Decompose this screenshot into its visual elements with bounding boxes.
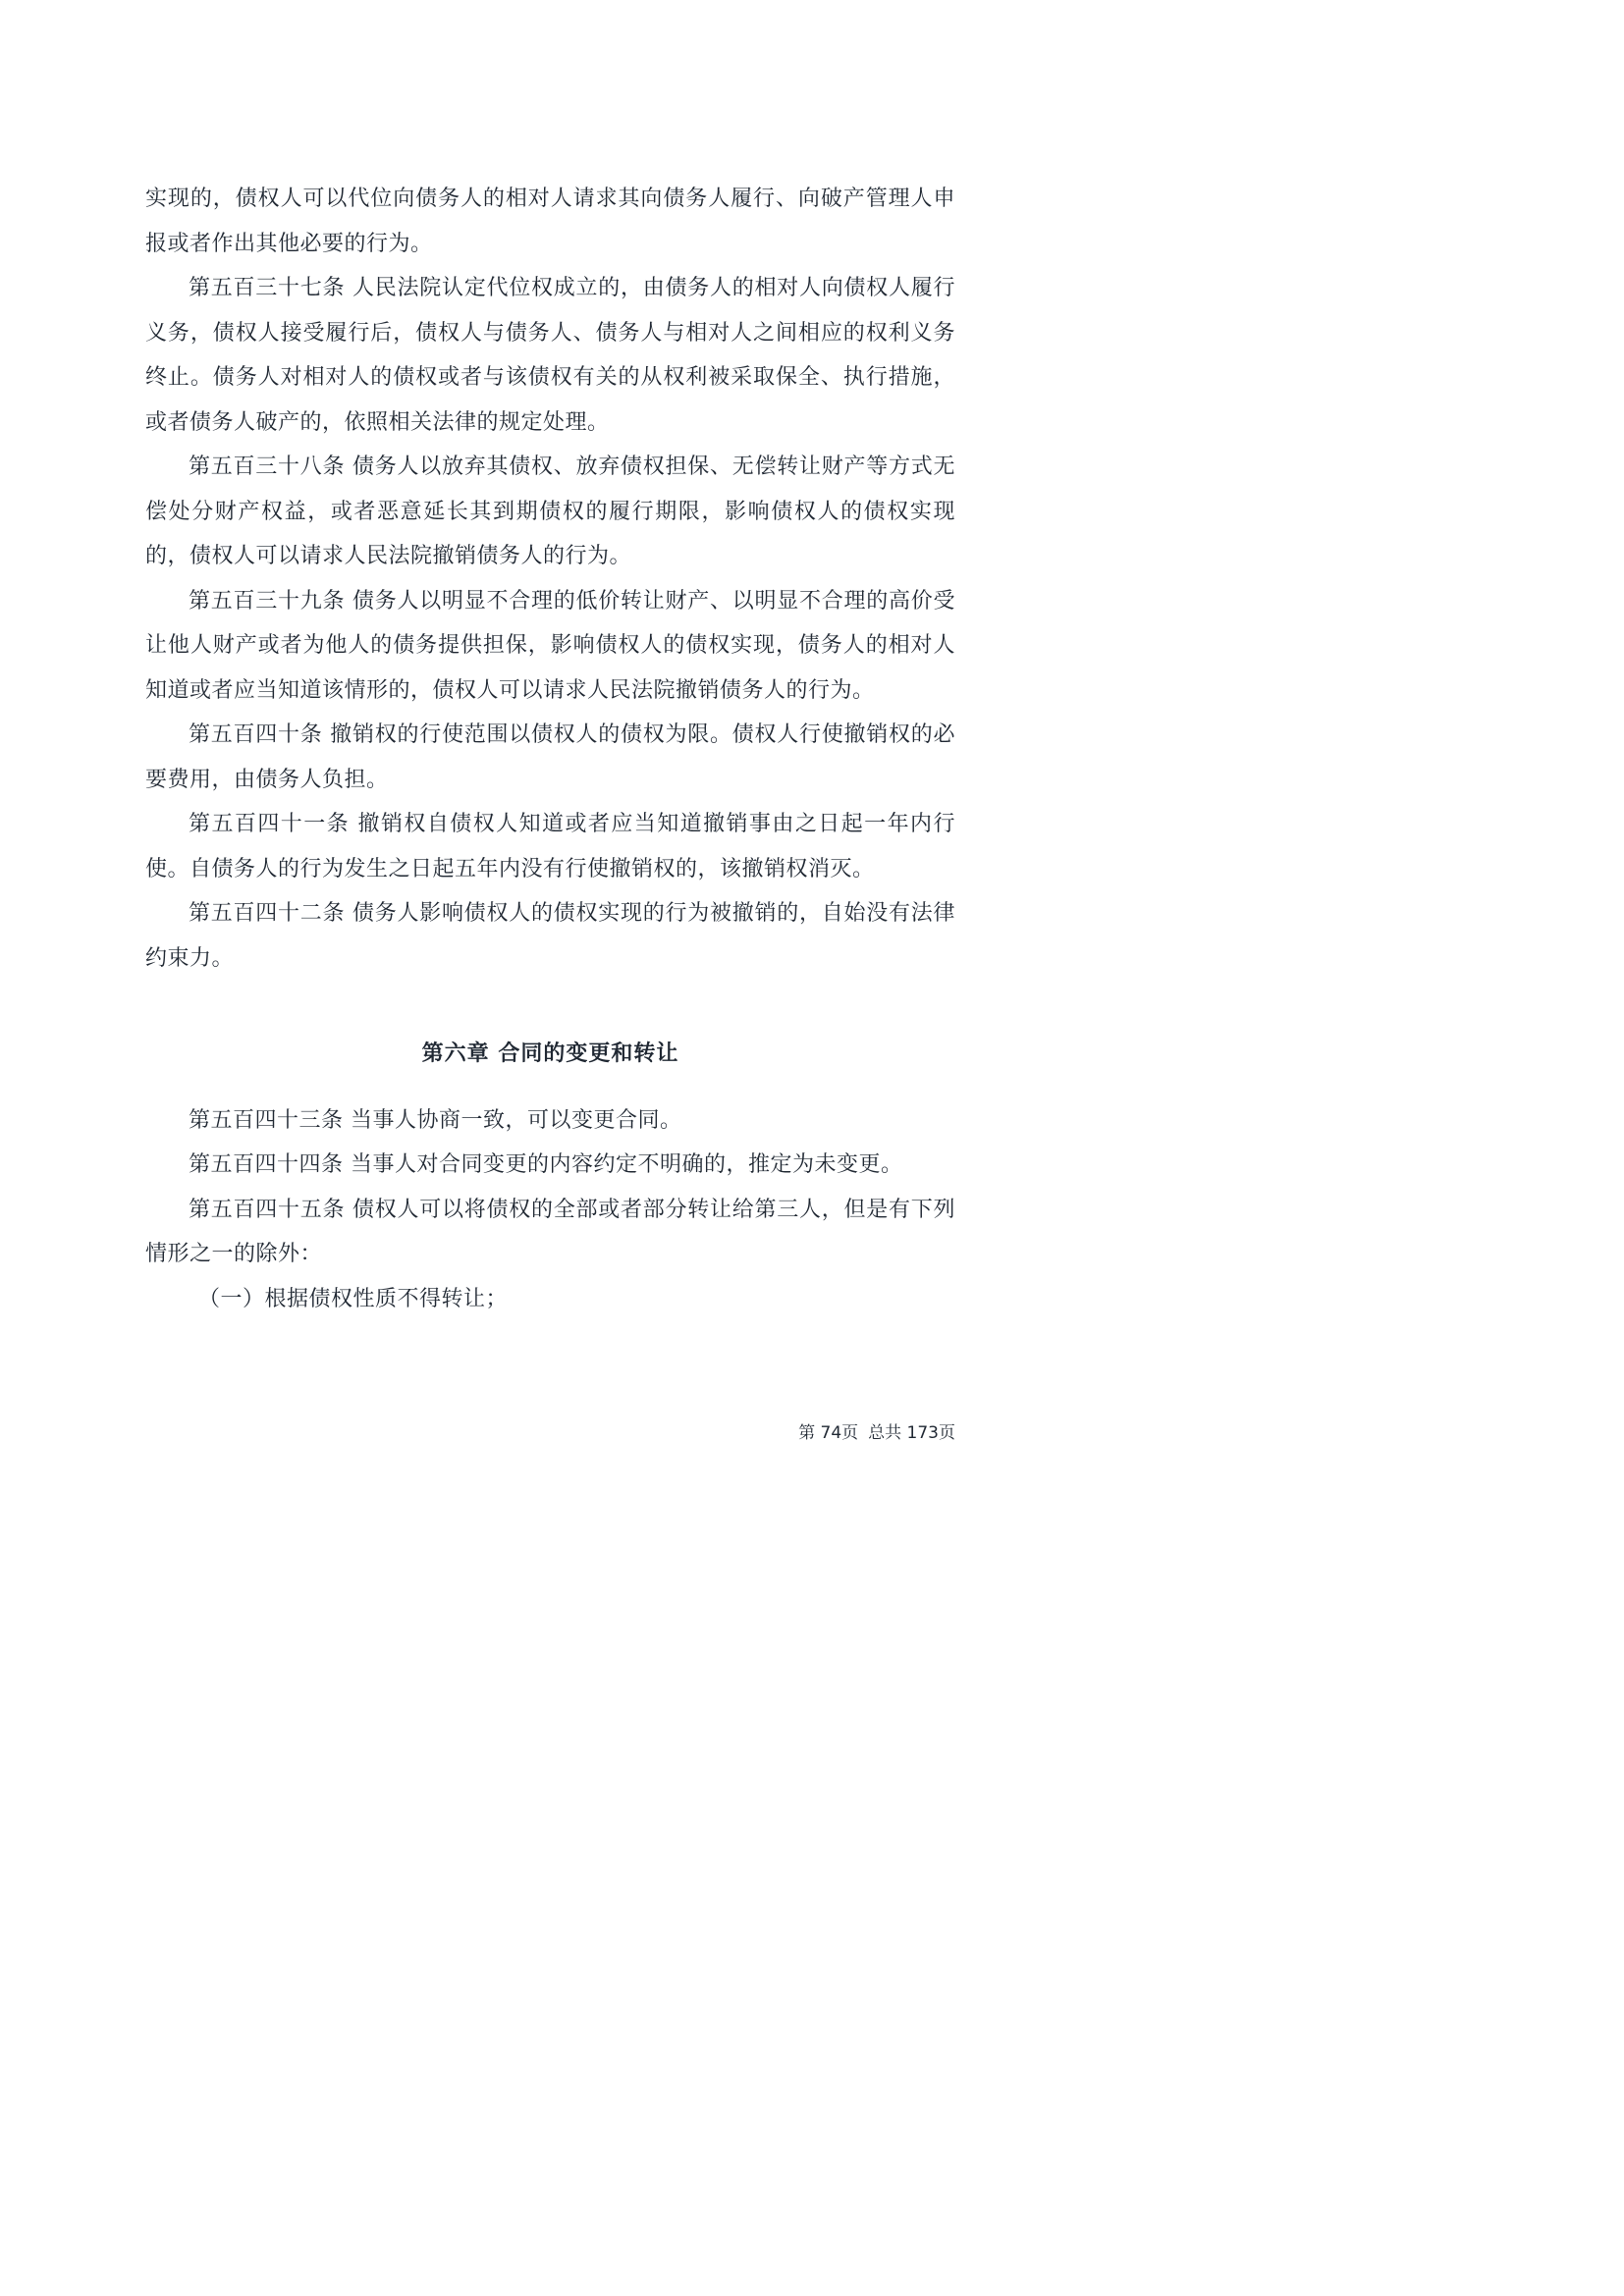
- chapter-title: 第六章 合同的变更和转让: [421, 1041, 679, 1066]
- article-540: 第五百四十条 撤销权的行使范围以债权人的债权为限。债权人行使撤销权的必要费用，由债务人负担。: [145, 722, 955, 792]
- page-number: 第 74页: [798, 1423, 859, 1443]
- article-539: 第五百三十九条 债务人以明显不合理的低价转让财产、以明显不合理的高价受让他人财产或者为他人的债务提供担保，影响债权人的债权实现，债务人的相对人知道或者应当知道该情形的，债权人可以请求人民法院撤销债务人的行为。: [145, 588, 955, 703]
- article-542: 第五百四十二条 债务人影响债权人的债权实现的行为被撤销的，自始没有法律约束力。: [145, 901, 955, 971]
- article-537: 第五百三十七条 人民法院认定代位权成立的，由债务人的相对人向债权人履行义务，债权人接受履行后，债权人与债务人、债务人与相对人之间相应的权利义务终止。债务人对相对人的债权或者与该债权有关的从权利被采取保全、执行措施，或者债务人破产的，依照相关法律的规定处理。: [145, 276, 955, 435]
- total-pages: 总共 173页: [868, 1423, 955, 1443]
- article-544: 第五百四十四条 当事人对合同变更的内容约定不明确的，推定为未变更。: [189, 1152, 903, 1177]
- page-footer: [785, 1422, 955, 1444]
- list-item-1: （一）根据债权性质不得转让；: [198, 1286, 509, 1311]
- paragraph-continuation: 实现的，债权人可以代位向债务人的相对人请求其向债务人履行、向破产管理人申报或者作出其他必要的行为。: [145, 187, 955, 256]
- document-body: [145, 177, 955, 1321]
- article-543: 第五百四十三条 当事人协商一致，可以变更合同。: [189, 1107, 682, 1133]
- article-541: 第五百四十一条 撤销权自债权人知道或者应当知道撤销事由之日起一年内行使。自债务人的行为发生之日起五年内没有行使撤销权的，该撤销权消灭。: [145, 812, 955, 881]
- article-538: 第五百三十八条 债务人以放弃其债权、放弃债权担保、无偿转让财产等方式无偿处分财产权益，或者恶意延长其到期债权的履行期限，影响债权人的债权实现的，债权人可以请求人民法院撤销债务人的行为。: [145, 454, 955, 568]
- article-545: 第五百四十五条 债权人可以将债权的全部或者部分转让给第三人，但是有下列情形之一的除外：: [145, 1197, 955, 1266]
- document-page: [0, 0, 1085, 1533]
